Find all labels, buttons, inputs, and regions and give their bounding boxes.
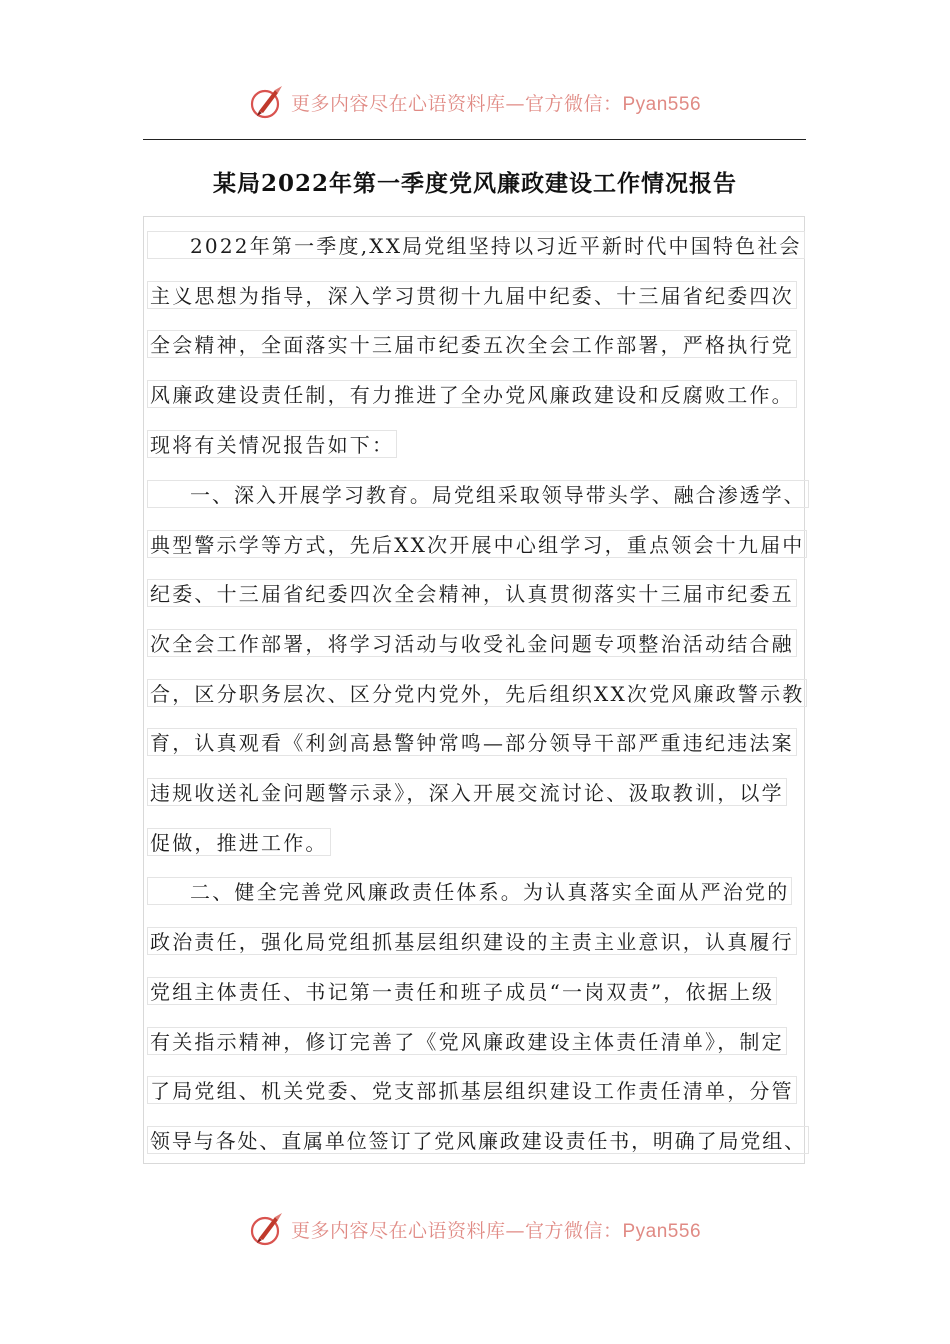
text-line: 了局党组、机关党委、党支部抓基层组织建设工作责任清单，分管 — [147, 1076, 797, 1104]
header-divider — [143, 139, 806, 140]
header-banner — [0, 80, 950, 124]
text-line: 合，区分职务层次、区分党内党外，先后组织XX次党风廉政警示教 — [147, 679, 807, 707]
text-line: 育，认真观看《利剑高悬警钟常鸣—部分领导干部严重违纪违法案 — [147, 728, 797, 756]
banner-slogan: 更多内容尽在心语资料库—官方微信： — [290, 92, 623, 115]
document-title: 某局2022年第一季度党风廉政建设工作情况报告 — [212, 170, 737, 197]
banner-slogan: 更多内容尽在心语资料库—官方微信： — [290, 1219, 623, 1242]
text-line: 二、健全完善党风廉政责任体系。为认真落实全面从严治党的 — [147, 877, 792, 905]
text-line: 有关指示精神，修订完善了《党风廉政建设主体责任清单》，制定 — [147, 1027, 787, 1055]
text-line: 风廉政建设责任制，有力推进了全办党风廉政建设和反腐败工作。 — [147, 380, 797, 408]
text-line: 领导与各处、直属单位签订了党风廉政建设责任书，明确了局党组、 — [147, 1126, 809, 1154]
banner-wechat-id: Pyan556 — [622, 1220, 702, 1242]
text-line: 促做，推进工作。 — [147, 828, 331, 856]
text-line: 主义思想为指导，深入学习贯彻十九届中纪委、十三届省纪委四次 — [147, 281, 797, 309]
text-line: 违规收送礼金问题警示录》，深入开展交流讨论、汲取教训，以学 — [147, 778, 787, 806]
quill-pen-logo-icon — [249, 84, 285, 120]
text-line: 2022年第一季度,XX局党组坚持以习近平新时代中国特色社会 — [147, 231, 805, 259]
text-line: 一、深入开展学习教育。局党组采取领导带头学、融合渗透学、 — [147, 480, 809, 508]
text-line: 纪委、十三届省纪委四次全会精神，认真贯彻落实十三届市纪委五 — [147, 579, 797, 607]
text-line: 现将有关情况报告如下： — [147, 430, 397, 458]
text-line: 党组主体责任、书记第一责任和班子成员“一岗双责”，依据上级 — [147, 977, 777, 1005]
text-line: 典型警示学等方式，先后XX次开展中心组学习，重点领会十九届中 — [147, 530, 807, 558]
text-line: 政治责任，强化局党组抓基层组织建设的主责主业意识，认真履行 — [147, 927, 797, 955]
banner-text — [291, 89, 701, 116]
footer-banner — [0, 1207, 950, 1251]
banner-text — [291, 1216, 701, 1243]
quill-pen-logo-icon — [249, 1211, 285, 1247]
text-line: 次全会工作部署，将学习活动与收受礼金问题专项整治活动结合融 — [147, 629, 797, 657]
text-line: 全会精神，全面落实十三届市纪委五次全会工作部署，严格执行党 — [147, 330, 797, 358]
banner-wechat-id: Pyan556 — [622, 93, 702, 115]
